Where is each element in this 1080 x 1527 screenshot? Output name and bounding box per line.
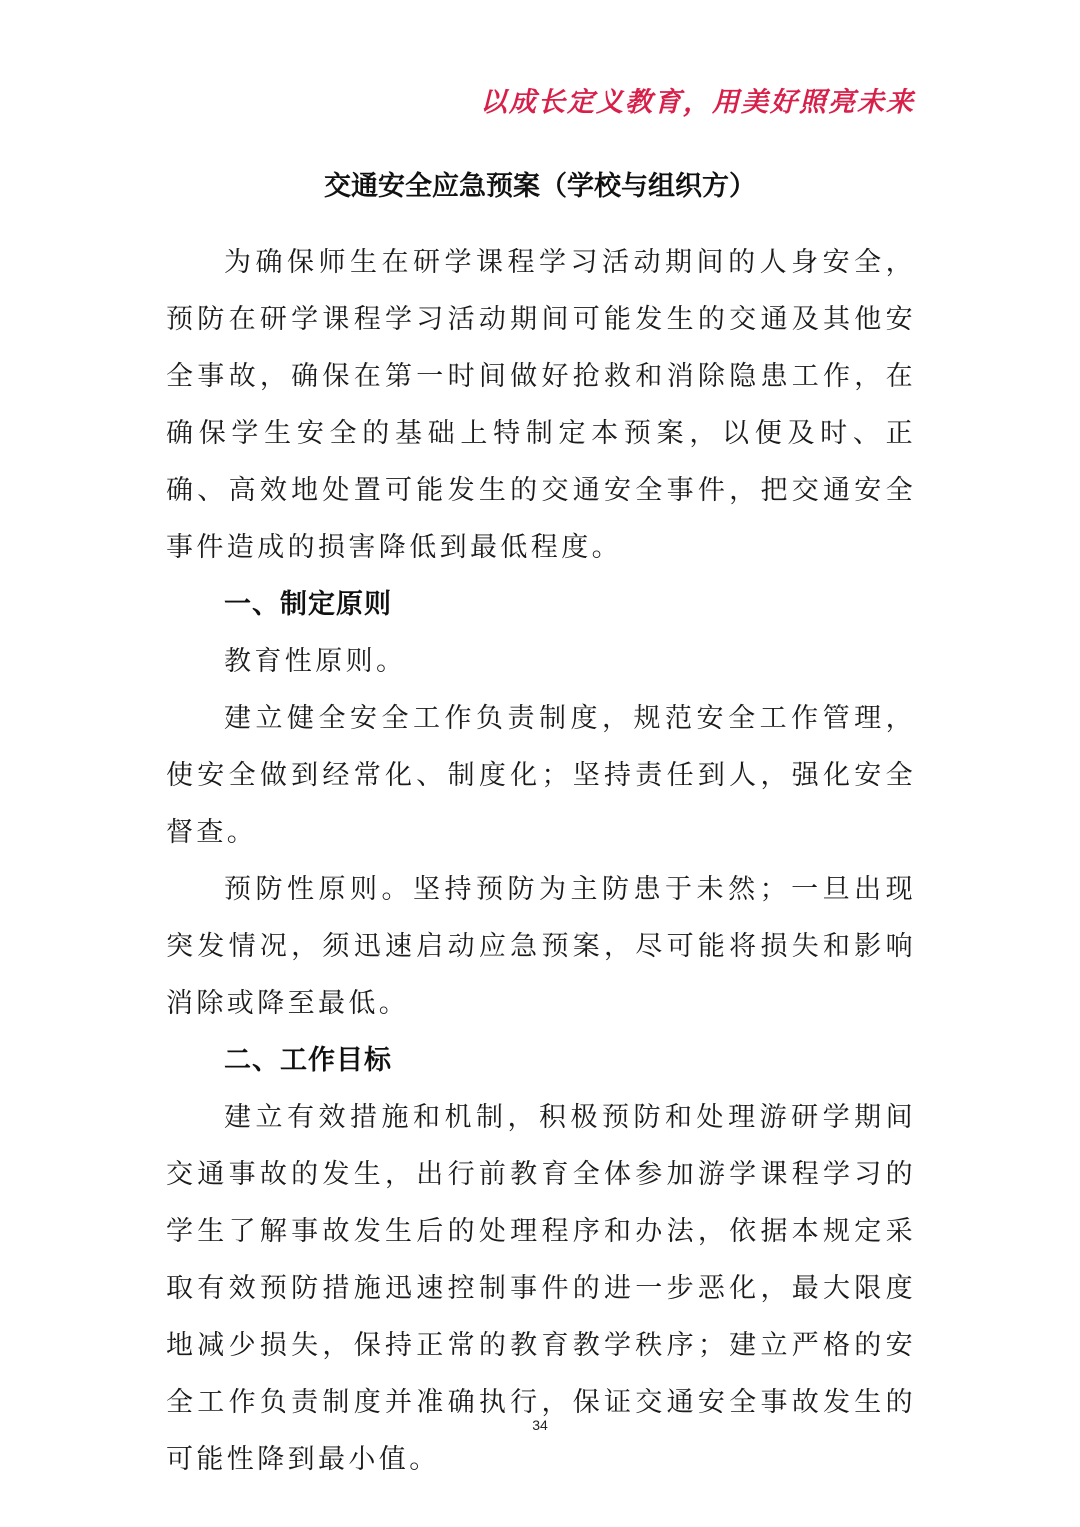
goals-paragraph: 建立有效措施和机制，积极预防和处理游研学期间交通事故的发生，出行前教育全体参加游学课程学习的学生了解事故发生后的处理程序和办法，依据本规定采取有效预防措施迅速控制事件的进一步恶化，最大限度地减少损失，保持正常的教育教学秩序；建立严格的安全工作负责制度并准确执行，保证交通安全事故发生的可能性降到最小值。 [166,1102,916,1475]
principle-paragraph-education: 教育性原则。 [224,646,407,677]
intro-paragraph: 为确保师生在研学课程学习活动期间的人身安全，预防在研学课程学习活动期间可能发生的交通及其他安全事故，确保在第一时间做好抢救和消除隐患工作，在确保学生安全的基础上特制定本预案，以便及时、正确、高效地处置可能发生的交通安全事件，把交通安全事件造成的损害降低到最低程度。 [166,247,916,563]
section-heading-principles: 一、制定原则 [224,589,392,620]
page-number: 34 [532,1417,548,1433]
principle-paragraph-responsibility: 建立健全安全工作负责制度，规范安全工作管理，使安全做到经常化、制度化；坚持责任到人，强化安全督查。 [166,703,916,848]
principle-paragraph-prevention: 预防性原则。坚持预防为主防患于未然；一旦出现突发情况，须迅速启动应急预案，尽可能将损失和影响消除或降至最低。 [166,874,916,1019]
document-title: 交通安全应急预案（学校与组织方） [324,171,756,202]
section-heading-goals: 二、工作目标 [224,1045,392,1076]
document-body [166,234,916,1488]
header-slogan: 以成长定义教育，用美好照亮未来 [480,87,915,118]
